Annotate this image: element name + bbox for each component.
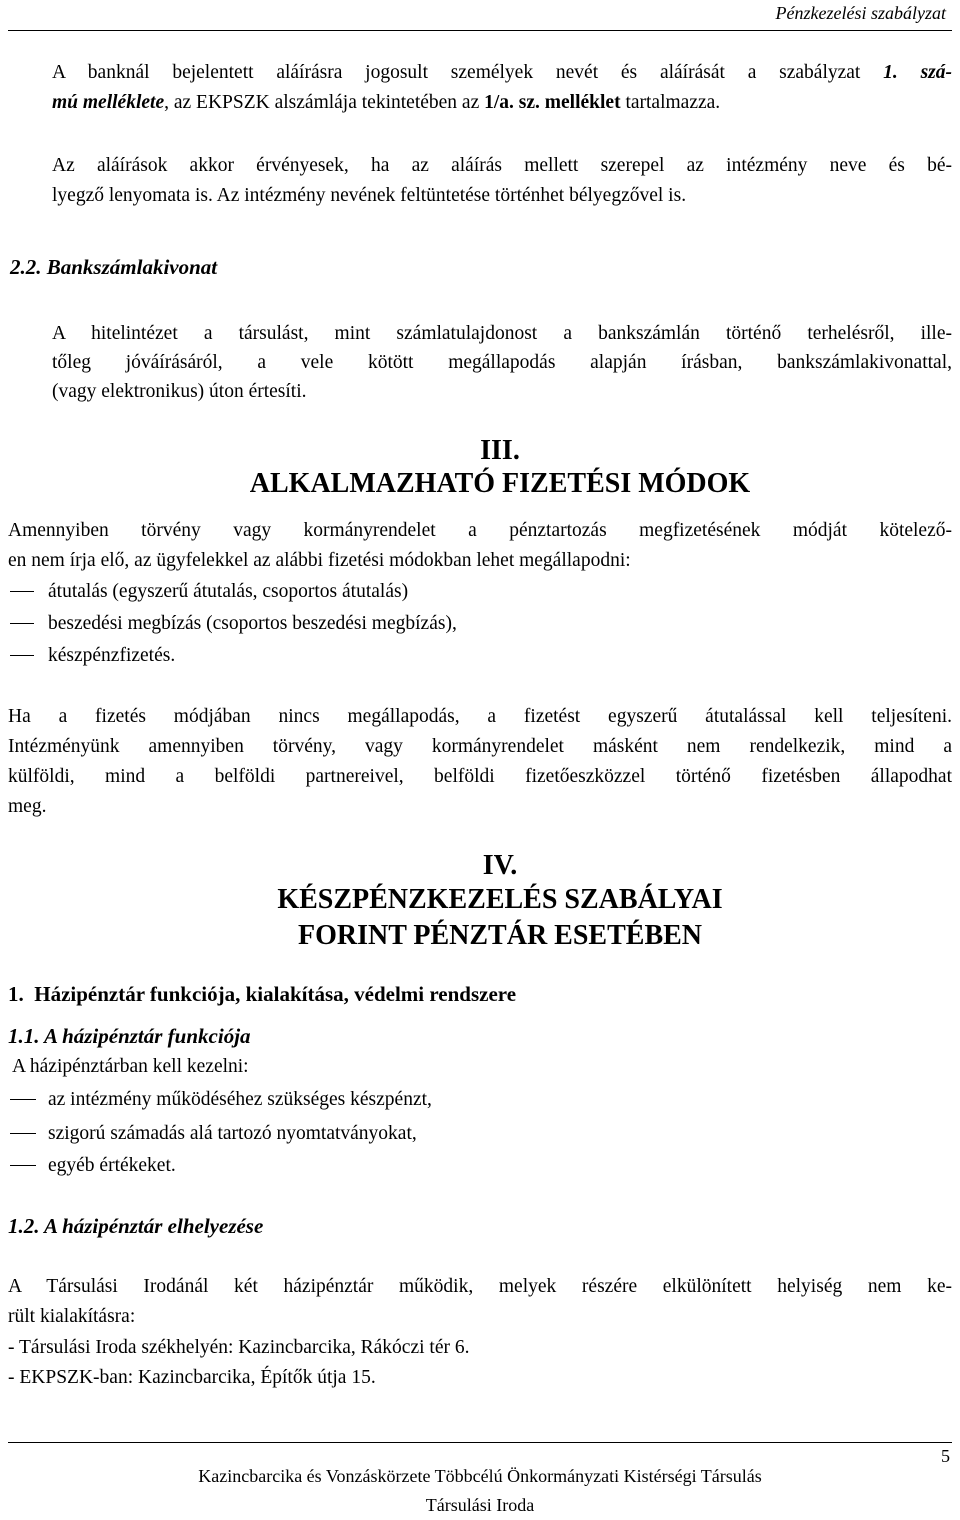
section-1-2-line-1: A Társulási Irodánál két házipénztár működik, melyek részére elkülönített helyiség nem ke- bbox=[8, 1276, 952, 1297]
dash-bullet-icon bbox=[10, 591, 34, 592]
list-item: beszedési megbízás (csoportos beszedési megbízás), bbox=[48, 613, 457, 634]
footer-rule bbox=[8, 1442, 952, 1443]
chapter-4-number: IV. bbox=[482, 850, 518, 881]
section-1-2-heading: 1.2. A házipénztár elhelyezése bbox=[8, 1214, 264, 1238]
chapter-4-title-line-2: FORINT PÉNZTÁR ESETÉBEN bbox=[297, 920, 703, 951]
chapter-3-para-2-line-2: Intézményünk amennyiben törvény, vagy kormányrendelet másként nem rendelkezik, mind a bbox=[8, 736, 952, 757]
page-number: 5 bbox=[941, 1446, 950, 1466]
list-item: készpénzfizetés. bbox=[48, 645, 176, 666]
footer-organization: Kazincbarcika és Vonzáskörzete Többcélú Önkormányzati Kistérségi Társulás bbox=[198, 1466, 762, 1486]
intro-paragraph-1-line-1 bbox=[52, 58, 952, 87]
dash-bullet-icon bbox=[10, 623, 34, 624]
chapter-3-title: ALKALMAZHATÓ FIZETÉSI MÓDOK bbox=[249, 468, 751, 499]
intro-text-c: tartalmazza. bbox=[620, 92, 721, 113]
section-2-2-line-1: A hitelintézet a társulást, mint számlatulajdonost a bankszámlán történő terhelésről, ille- bbox=[52, 323, 952, 344]
attachment-1-ref-a: 1. szá- bbox=[883, 62, 952, 83]
dash-bullet-icon bbox=[10, 655, 34, 656]
section-2-2-line-2: tőleg jóváírásáról, a vele kötött megállapodás alapján írásban, bankszámlakivonattal, bbox=[52, 352, 952, 373]
header-rule bbox=[8, 30, 952, 31]
section-1-1-heading: 1.1. A házipénztár funkciója bbox=[8, 1024, 251, 1048]
intro-paragraph-2-line-2: lyegző lenyomata is. Az intézmény nevének feltüntetése történhet bélyegzővel is. bbox=[52, 185, 687, 206]
section-1-heading: 1. Házipénztár funkciója, kialakítása, védelmi rendszere bbox=[8, 982, 517, 1006]
dash-bullet-icon bbox=[10, 1133, 36, 1134]
intro-paragraph-2-line-1: Az aláírások akkor érvényesek, ha az aláírás mellett szerepel az intézmény neve és bé- bbox=[52, 155, 952, 176]
chapter-3-intro-line-2: en nem írja elő, az ügyfelekkel az alábbi fizetési módokban lehet megállapodni: bbox=[8, 550, 631, 571]
attachment-1a-ref: 1/a. sz. melléklet bbox=[484, 92, 621, 113]
list-item: egyéb értékeket. bbox=[48, 1155, 176, 1176]
section-2-2-line-3: (vagy elektronikus) úton értesíti. bbox=[52, 381, 307, 402]
section-1-1-intro: A házipénztárban kell kezelni: bbox=[12, 1056, 249, 1077]
intro-text-b: , az EKPSZK alszámlája tekintetében az bbox=[164, 92, 485, 113]
section-1-2-line-2: rült kialakításra: bbox=[8, 1306, 136, 1327]
section-1-2-line-4: - EKPSZK-ban: Kazincbarcika, Építők útja 15. bbox=[8, 1367, 376, 1388]
chapter-3-para-2-line-4: meg. bbox=[8, 796, 47, 817]
list-item: szigorú számadás alá tartozó nyomtatványokat, bbox=[48, 1123, 417, 1144]
section-2-2-heading: 2.2. Bankszámlakivonat bbox=[10, 255, 218, 279]
section-1-2-line-3: - Társulási Iroda székhelyén: Kazincbarcika, Rákóczi tér 6. bbox=[8, 1337, 470, 1358]
chapter-3-para-2-line-1: Ha a fizetés módjában nincs megállapodás, a fizetést egyszerű átutalással kell teljesíteni. bbox=[8, 706, 952, 727]
list-item: átutalás (egyszerű átutalás, csoportos átutalás) bbox=[48, 581, 409, 602]
running-header-title: Pénzkezelési szabályzat bbox=[775, 3, 946, 23]
chapter-3-para-2-line-3: külföldi, mind a belföldi partnereivel, belföldi fizetőeszközzel történő fizetésben állapodhat bbox=[8, 766, 952, 787]
dash-bullet-icon bbox=[10, 1099, 36, 1100]
dash-bullet-icon bbox=[10, 1165, 36, 1166]
list-item: az intézmény működéséhez szükséges készpénzt, bbox=[48, 1089, 432, 1110]
intro-text: A banknál bejelentett aláírásra jogosult személyek nevét és aláírását a szabályzat bbox=[52, 62, 884, 83]
footer-office: Társulási Iroda bbox=[425, 1495, 535, 1515]
chapter-3-number: III. bbox=[480, 435, 520, 466]
intro-paragraph-1-line-2 bbox=[52, 88, 952, 117]
chapter-3-intro-line-1: Amennyiben törvény vagy kormányrendelet a pénztartozás megfizetésének módját kötelező- bbox=[8, 520, 952, 541]
attachment-1-ref-b: mú melléklete bbox=[52, 92, 165, 113]
chapter-4-title-line-1: KÉSZPÉNZKEZELÉS SZABÁLYAI bbox=[277, 884, 723, 915]
